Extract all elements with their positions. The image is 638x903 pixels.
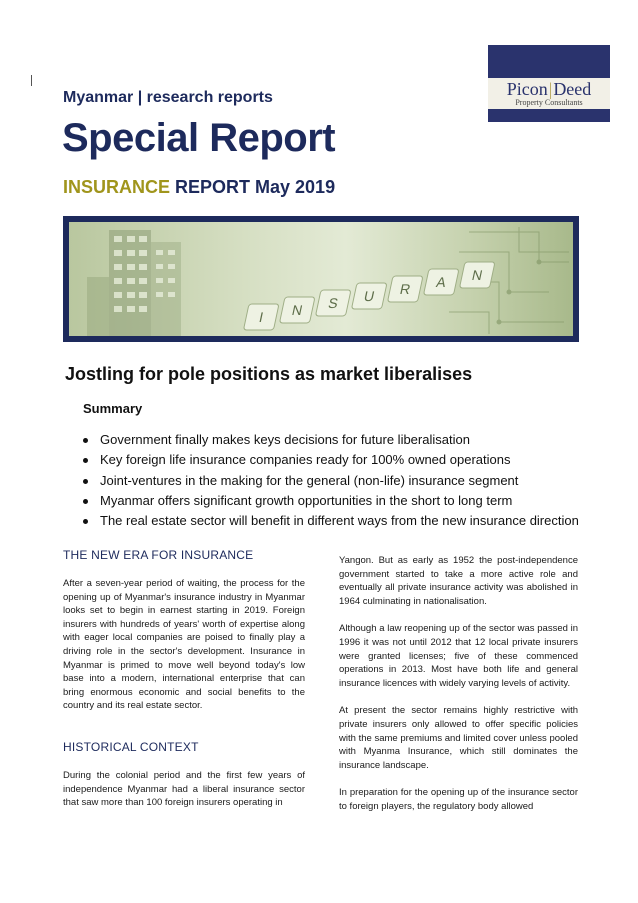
summary-bullet: Joint-ventures in the making for the general (non-life) insurance segment [83, 471, 579, 491]
hero-illustration [69, 222, 573, 336]
margin-mark [31, 75, 32, 86]
paragraph: At present the sector remains highly restrictive with private insurers only allowed to offer specific policies with the same premiums and limited cover unless pooled with Myanma Insurance, which still dominates the insurance landscape. [339, 705, 578, 771]
keyboard-key-letter: R [398, 281, 412, 297]
hero-image-frame [63, 216, 579, 342]
summary-list [83, 430, 579, 531]
subtitle-accent: INSURANCE [63, 177, 171, 197]
keyboard-key [351, 283, 387, 309]
keyboard-key [315, 290, 351, 316]
right-column [339, 554, 578, 814]
logo-name [488, 80, 610, 98]
logo-name-left: Picon [506, 79, 548, 99]
subtitle-rest: REPORT May 2019 [170, 177, 336, 197]
building-illustration [87, 230, 181, 336]
summary-bullet: The real estate sector will benefit in different ways from the new insurance direction [83, 511, 579, 531]
keyboard-key [459, 262, 495, 288]
keyboard-key [387, 276, 423, 302]
section-heading-historical-context: HISTORICAL CONTEXT [63, 739, 199, 754]
keyboard-key-letter: I [257, 309, 265, 325]
left-column [63, 548, 305, 810]
keyboard-key-letter: U [362, 288, 376, 304]
keyboard-key-letter: A [434, 274, 448, 290]
summary-bullet: Myanmar offers significant growth opportunities in the short to long term [83, 491, 579, 511]
paragraph: Although a law reopening up of the sector was passed in 1996 it was not until 2012 that 12 local private insurers were granted licenses; five of these commenced operations in 2013. Most have both life and general insurance licences with widely varying levels of activity. [339, 623, 578, 689]
logo-tagline: Property Consultants [515, 98, 583, 107]
keyboard-key-letter: N [290, 302, 304, 318]
keyboard-key [423, 269, 459, 295]
summary-label: Summary [83, 401, 143, 416]
report-subtitle [63, 177, 335, 198]
hero-image [69, 222, 573, 336]
keyboard-key-letter: N [470, 267, 484, 283]
logo-name-right: Deed [553, 79, 592, 99]
report-kicker: Myanmar | research reports [63, 89, 273, 106]
keyboard-key [243, 304, 279, 330]
logo-plate [488, 78, 610, 109]
paragraph: In preparation for the opening up of the insurance sector to foreign players, the regulatory body allowed [339, 787, 578, 812]
keyboard-keys [243, 262, 495, 330]
paragraph: During the colonial period and the first few years of independence Myanmar had a liberal insurance sector that saw more than 100 foreign insurers operating in [63, 769, 305, 809]
logo-separator: | [548, 79, 553, 99]
summary-bullet: Government finally makes keys decisions for future liberalisation [83, 430, 579, 450]
keyboard-key-letter: S [326, 295, 340, 311]
keyboard-key [279, 297, 315, 323]
paragraph: Yangon. But as early as 1952 the post-independence government started to take a more active role and eventually all private insurance activity was abolished in 1964 culminating in nationalisation. [339, 555, 578, 607]
article-title: Jostling for pole positions as market liberalises [65, 364, 473, 384]
section-heading-new-era: THE NEW ERA FOR INSURANCE [63, 548, 254, 562]
report-title: Special Report [62, 116, 336, 160]
paragraph: After a seven-year period of waiting, the process for the opening up of Myanmar's insurance industry in Myanmar looks set to begin in earnest starting in 2019. Foreign insurers with hundreds of years' worth of expertise along with eager local companies are poised to finally play a driving role in the sector's development. Insurance in Myanmar is primed to move well beyond today's low base into a modern, international enterprise that can bring enormous economic and social benefits to the country and its real estate sector. [63, 578, 305, 712]
company-logo [488, 45, 610, 122]
summary-bullet: Key foreign life insurance companies ready for 100% owned operations [83, 450, 579, 470]
